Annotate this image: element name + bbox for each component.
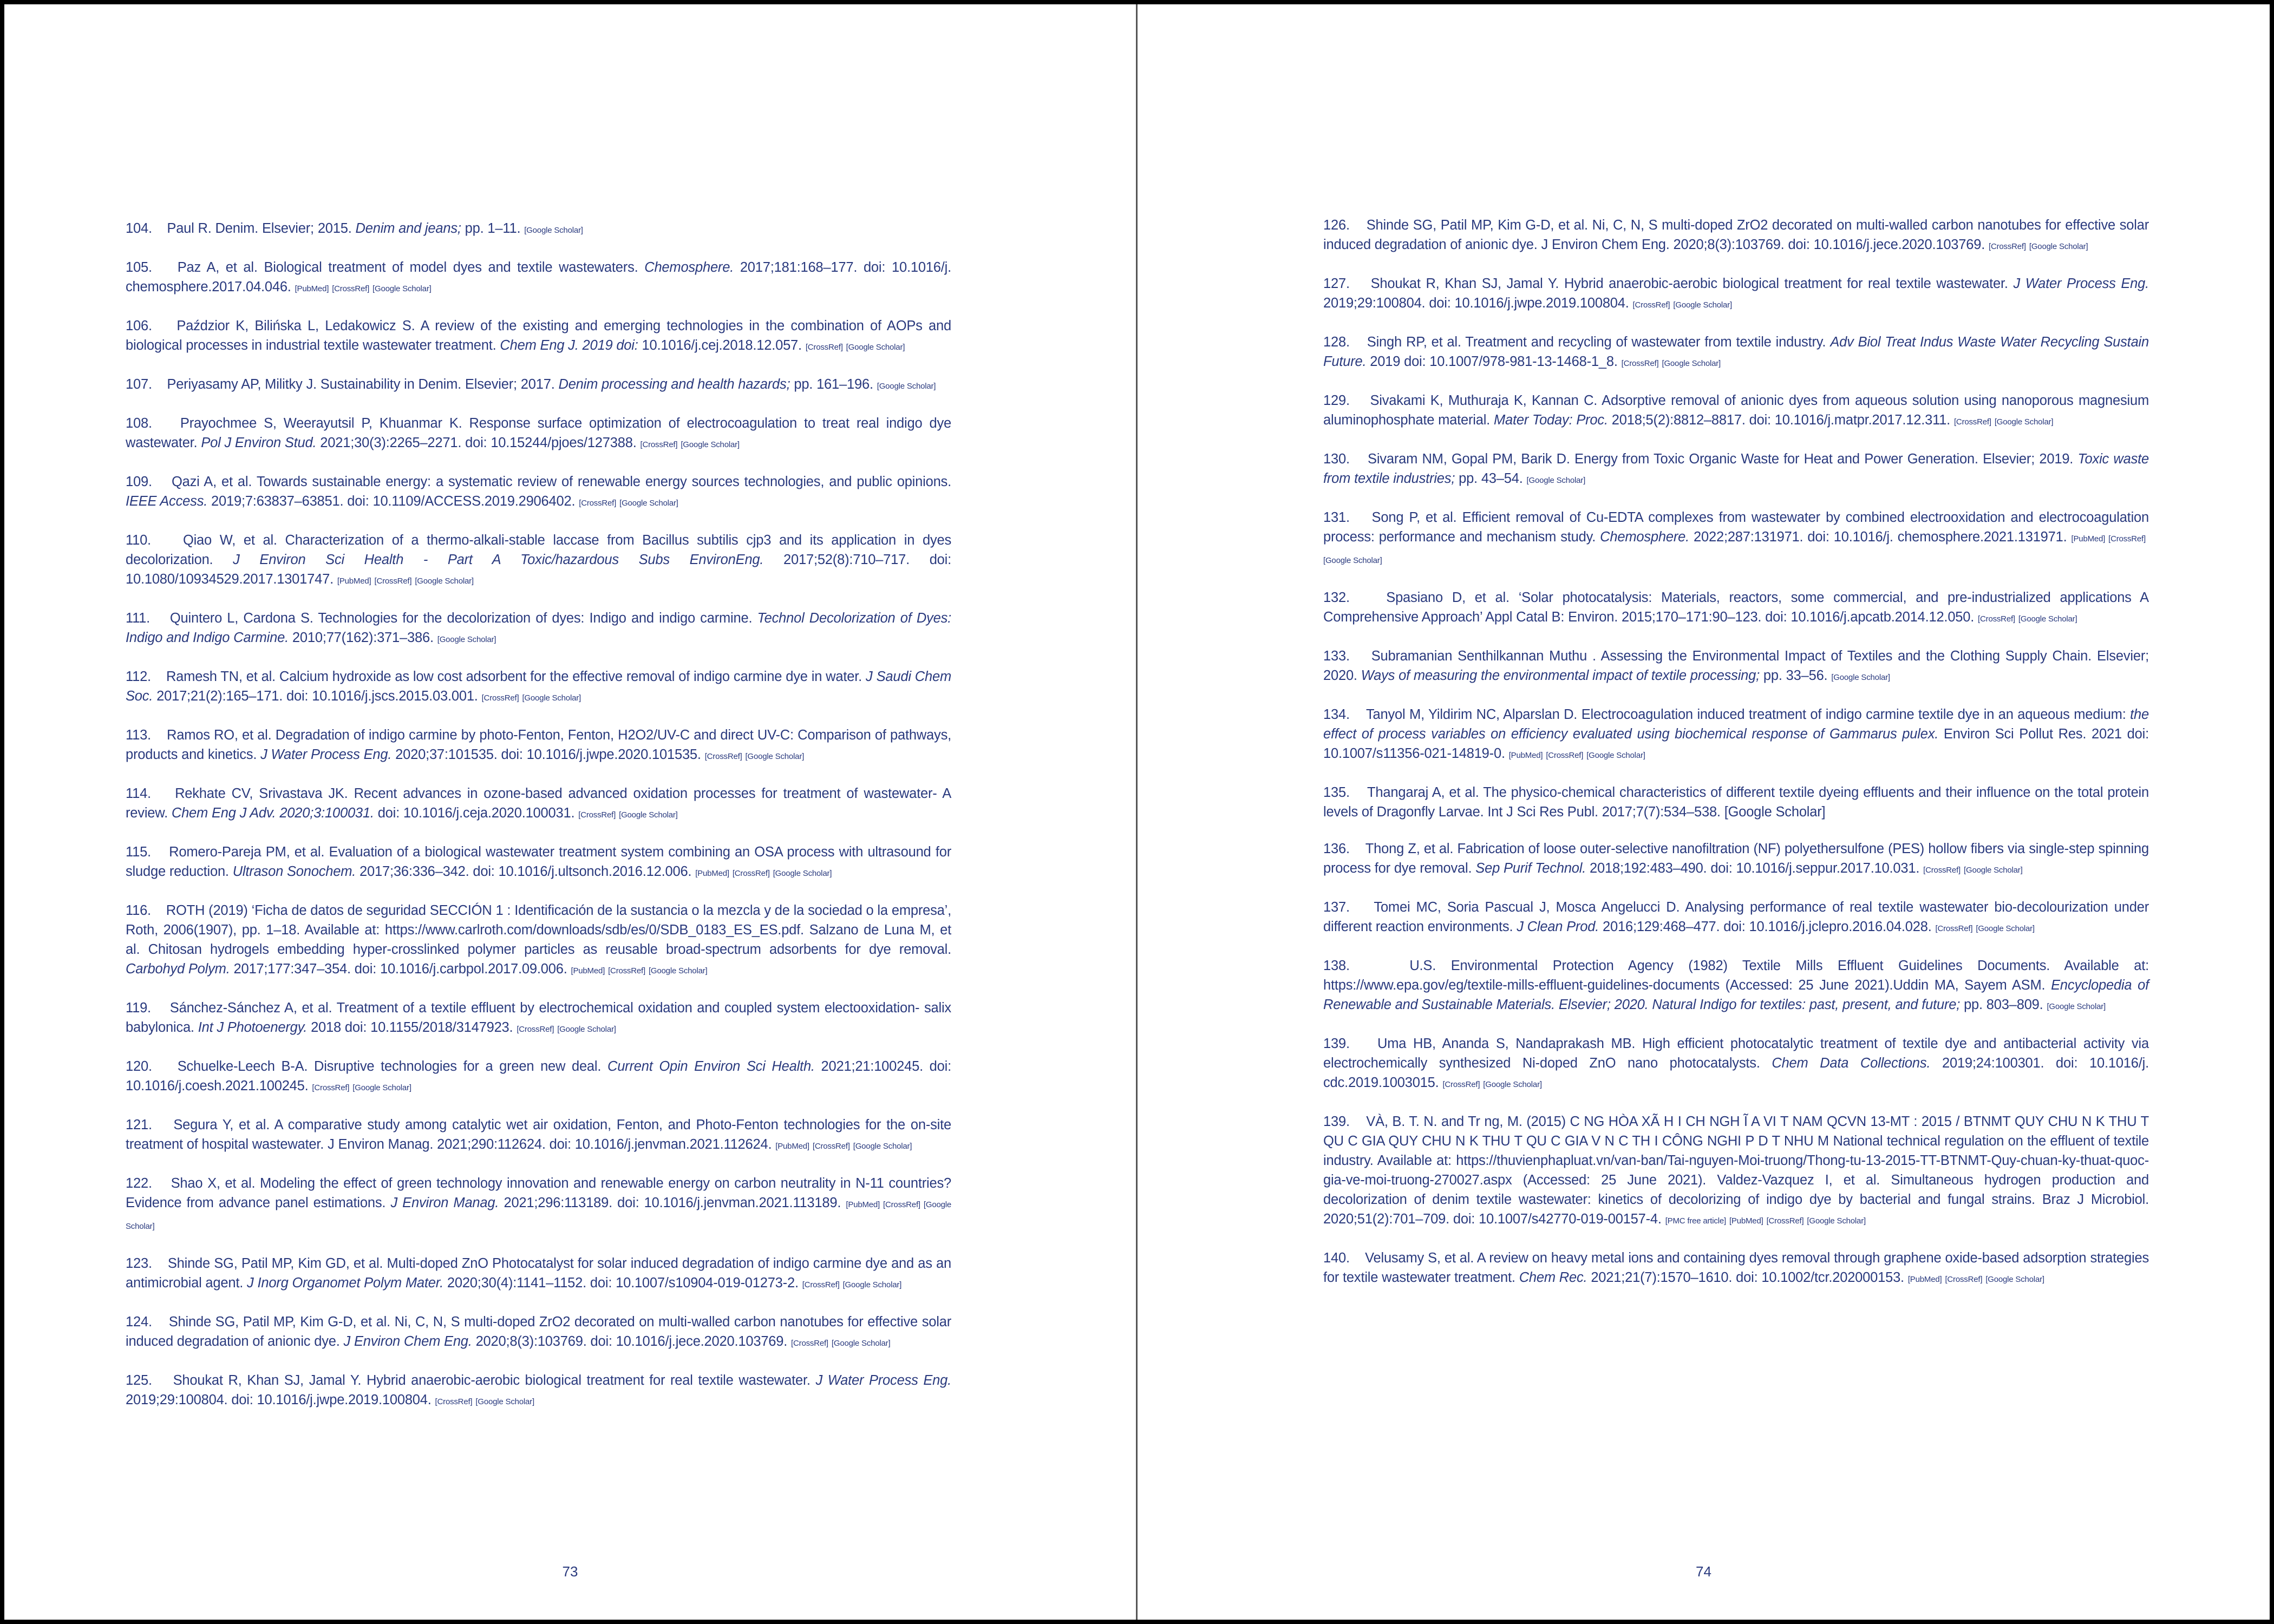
citation-link[interactable]: [CrossRef] <box>1953 417 1991 427</box>
reference-links <box>1923 866 2025 875</box>
reference-num: 128. <box>1323 335 1350 350</box>
reference-source: the effect of process variables on efficiency evaluated using biochemical response of Gammarus pulex. <box>1323 707 2149 742</box>
citation-link[interactable]: [Google Scholar] <box>853 1142 912 1151</box>
reference-text: Thangaraj A, et al. The physico-chemical characteristics of different textile dyeing effluents and their influence on the total protein levels of Dragonfly Larvae. Int J Sci Res Publ. 2017;7(7):534–538. [Google Scholar] <box>1323 785 2149 820</box>
citation-link[interactable]: [Google Scholar] <box>1662 359 1721 368</box>
reference-source: Current Opin Environ Sci Health. <box>607 1059 815 1074</box>
citation-link[interactable]: [Google Scholar] <box>1976 924 2035 933</box>
reference-entry <box>126 1371 951 1412</box>
citation-link[interactable]: [CrossRef] <box>732 869 770 878</box>
reference-links <box>1978 614 2080 624</box>
reference-num: 112. <box>126 669 151 684</box>
citation-link[interactable]: [PMC free article] <box>1665 1216 1726 1226</box>
reference-num: 139. <box>1323 1114 1350 1129</box>
reference-entry <box>126 784 951 825</box>
reference-links <box>806 343 908 352</box>
citation-link[interactable]: [Google Scholar] <box>1807 1216 1866 1226</box>
reference-entry <box>126 1312 951 1353</box>
reference-entry <box>1323 1248 2149 1289</box>
reference-text: Quintero L, Cardona S. Technologies for the decolorization of dyes: Indigo and indigo carmine. <box>169 611 753 626</box>
citation-link[interactable]: [PubMed] <box>337 577 371 586</box>
citation-link[interactable]: [Google Scholar] <box>1526 476 1586 485</box>
reference-links <box>337 577 477 586</box>
reference-entry <box>1323 839 2149 880</box>
reference-rest: pp. 1–11. <box>465 221 521 236</box>
citation-link[interactable]: [CrossRef] <box>374 577 412 586</box>
reference-text: Singh RP, et al. Treatment and recycling of wastewater from textile industry. <box>1367 335 1826 350</box>
reference-text: Paz A, et al. Biological treatment of model dyes and textile wastewaters. <box>177 260 638 275</box>
reference-num: 127. <box>1323 276 1350 291</box>
reference-num: 126. <box>1323 218 1350 233</box>
reference-text: Shao X, et al. Modeling the effect of green technology innovation and renewable energy on carbon neutrality in N-11 countries? Evidence from advance panel estimations. <box>126 1176 951 1210</box>
reference-source: Sep Purif Technol. <box>1475 861 1586 876</box>
reference-rest: 2016;129:468–477. doi: 10.1016/j.jclepro.2016.04.028. <box>1603 919 1932 934</box>
reference-links <box>312 1083 414 1092</box>
reference-text: Periyasamy AP, Militky J. Sustainability in Denim. Elsevier; 2017. <box>167 377 555 392</box>
reference-rest: 2021;30(3):2265–2271. doi: 10.15244/pjoes/127388. <box>320 435 637 450</box>
reference-rest: 2022;287:131971. doi: 10.1016/j. chemosphere.2021.131971. <box>1694 529 2067 545</box>
reference-source: J Water Process Eng. <box>815 1373 952 1388</box>
reference-num: 116. <box>126 903 151 918</box>
reference-rest: 2020;37:101535. doi: 10.1016/j.jwpe.2020.101535. <box>395 747 701 762</box>
citation-link[interactable]: [Google Scholar] <box>745 752 805 761</box>
reference-links <box>1908 1275 2048 1284</box>
citation-link[interactable]: [CrossRef] <box>1546 751 1584 760</box>
reference-rest: doi: 10.1016/j.ceja.2020.100031. <box>377 806 575 821</box>
reference-num: 115. <box>126 844 151 860</box>
reference-text: Shinde SG, Patil MP, Kim GD, et al. Multi-doped ZnO Photocatalyst for solar induced degradation of indigo carmine dye and as an antimicrobial agent. <box>126 1256 951 1291</box>
citation-link[interactable]: [Google Scholar] <box>2047 1002 2106 1011</box>
reference-text: Qiao W, et al. Characterization of a thermo-alkali-stable laccase from Bacillus subtilis cjp3 and its application in dyes decolorization. <box>126 533 952 567</box>
reference-text: Rekhate CV, Srivastava JK. Recent advances in ozone-based advanced oxidation processes for treatment of wastewater- A review. <box>126 786 952 821</box>
reference-rest: pp. 803–809. <box>1964 997 2043 1012</box>
citation-link[interactable]: [CrossRef] <box>608 966 645 975</box>
reference-num: 109. <box>126 474 152 489</box>
citation-link[interactable]: [PubMed] <box>1508 751 1543 760</box>
reference-text: Schuelke-Leech B-A. Disruptive technologies for a green new deal. <box>177 1059 602 1074</box>
reference-entry <box>1323 1112 2149 1231</box>
reference-source: J Water Process Eng. <box>260 747 392 762</box>
reference-num: 110. <box>126 533 151 548</box>
citation-link[interactable]: [Google Scholar] <box>619 499 678 508</box>
reference-entry <box>1323 783 2149 822</box>
reference-entry <box>1323 588 2149 629</box>
citation-link[interactable]: [CrossRef] <box>2108 534 2146 543</box>
citation-link[interactable]: [Google Scholar] <box>1323 556 1382 565</box>
reference-text: Sivaram NM, Gopal PM, Barik D. Energy from Toxic Organic Waste for Heat and Power Generation. Elsevier; 2019. <box>1368 451 2074 467</box>
citation-link[interactable]: [Google Scholar] <box>681 440 740 449</box>
reference-rest: 2010;77(162):371–386. <box>292 630 434 645</box>
reference-source: Toxic waste from textile industries; <box>1323 451 2149 486</box>
reference-num: 136. <box>1323 841 1350 856</box>
reference-entry <box>126 998 951 1039</box>
reference-text: Sivakami K, Muthuraja K, Kannan C. Adsorptive removal of anionic dyes from aqueous solution using nanoporous magnesium aluminophosphate material. <box>1323 393 2149 428</box>
reference-num: 139. <box>1323 1036 1350 1051</box>
reference-links <box>579 499 681 508</box>
reference-num: 111. <box>126 611 151 626</box>
reference-text: Ramesh TN, et al. Calcium hydroxide as low cost adsorbent for the effective removal of indigo carmine dye in water. <box>166 669 862 684</box>
reference-text: U.S. Environmental Protection Agency (1982) Textile Mills Effluent Guidelines Documents. Available at: https://www.epa.gov/eg/textile-mills-effluent-guidelines-documents (Accessed: 25 June 2021).Uddin MA, Sayem ASM. <box>1323 958 2149 993</box>
reference-text: Segura Y, et al. A comparative study among catalytic wet air oxidation, Fenton, and Photo-Fenton technologies for the on-site treatment of hospital wastewater. J Environ Manag. 2021;290:112624. doi: 10.1016/j.jenvman.2021.112624. <box>126 1117 951 1152</box>
citation-link[interactable]: [Google Scholar] <box>437 635 496 644</box>
reference-source: Chem Rec. <box>1519 1270 1587 1285</box>
reference-entry <box>1323 391 2149 432</box>
reference-num: 131. <box>1323 510 1350 525</box>
reference-source: Denim processing and health hazards; <box>558 377 790 392</box>
reference-text: Tanyol M, Yildirim NC, Alparslan D. Electrocoagulation induced treatment of indigo carmine textile dye in an aqueous medium: <box>1365 707 2126 722</box>
reference-num: 114. <box>126 786 151 801</box>
reference-entry <box>126 1254 951 1295</box>
reference-links <box>1633 300 1735 310</box>
reference-links <box>1936 924 2038 933</box>
citation-link[interactable]: [CrossRef] <box>578 810 616 820</box>
citation-link[interactable]: [Google Scholar] <box>475 1397 534 1406</box>
reference-source: Encyclopedia of Renewable and Sustainable Materials. Elsevier; 2020. Natural Indigo for textiles: past, present, and future; <box>1323 978 2149 1012</box>
reference-entry <box>1323 956 2149 1017</box>
reference-rest: 2019;7:63837–63851. doi: 10.1109/ACCESS.2019.2906402. <box>211 494 576 509</box>
reference-entry <box>126 1057 951 1098</box>
reference-entry <box>1323 274 2149 315</box>
reference-text: Song P, et al. Efficient removal of Cu-EDTA complexes from wastewater by combined electrooxidation and electrocoagulation process: performance and mechanism study. <box>1323 510 2149 545</box>
reference-links <box>1954 417 2056 427</box>
citation-link[interactable]: [CrossRef] <box>435 1397 473 1406</box>
citation-link[interactable]: [Google Scholar] <box>831 1339 891 1348</box>
reference-source: Ways of measuring the environmental impact of textile processing; <box>1361 668 1760 683</box>
reference-entry <box>1323 1034 2149 1095</box>
reference-entry <box>126 1115 951 1156</box>
citation-link[interactable]: [CrossRef] <box>640 440 678 449</box>
citation-link[interactable]: [Google Scholar] <box>557 1025 616 1034</box>
citation-link[interactable]: [CrossRef] <box>481 693 519 703</box>
reference-links <box>791 1339 893 1348</box>
left-reference-list <box>126 219 951 1429</box>
page-number: 73 <box>562 1563 578 1580</box>
reference-links <box>1442 1080 1545 1089</box>
reference-entry <box>1323 449 2149 490</box>
reference-text: Romero-Pareja PM, et al. Evaluation of a biological wastewater treatment system combining an OSA process with ultrasound for sludge reduction. <box>126 844 951 879</box>
reference-text: Spasiano D, et al. ‘Solar photocatalysis: Materials, reactors, some commercial, and pre-industrialized applications A Comprehensive Approach’ Appl Catal B: Environ. 2015;170–171:90–123. doi: 10.1016/j.apcatb.2014.12.050. <box>1323 590 2149 625</box>
reference-num: 119. <box>126 1000 151 1016</box>
reference-num: 104. <box>126 221 152 236</box>
reference-rest: 2017;177:347–354. doi: 10.1016/j.carbpol.2017.09.006. <box>233 961 567 977</box>
reference-links <box>802 1280 905 1289</box>
reference-rest: 2021;21(7):1570–1610. doi: 10.1002/tcr.202000153. <box>1591 1270 1904 1285</box>
reference-entry <box>126 316 951 357</box>
reference-num: 130. <box>1323 451 1350 467</box>
reference-links <box>695 869 835 878</box>
page-number: 74 <box>1696 1563 1711 1580</box>
reference-source: J Clean Prod. <box>1517 919 1599 934</box>
citation-link[interactable]: [Google Scholar] <box>842 1280 902 1289</box>
reference-num: 108. <box>126 416 152 431</box>
reference-rest: 2017;52(8):710–717. doi: 10.1080/10934529.2017.1301747. <box>126 552 952 587</box>
citation-link[interactable]: [Google Scholar] <box>126 1200 952 1231</box>
reference-entry <box>126 667 951 708</box>
citation-link[interactable]: [CrossRef] <box>1766 1216 1804 1226</box>
reference-rest: Environ Sci Pollut Res. 2021 doi: 10.1007/s11356-021-14819-0. <box>1323 726 2149 761</box>
reference-rest: 2019;29:100804. doi: 10.1016/j.jwpe.2019.100804. <box>1323 296 1629 311</box>
reference-entry <box>1323 508 2149 571</box>
citation-link[interactable]: [Google Scholar] <box>524 226 583 235</box>
reference-links <box>1509 751 1649 760</box>
reference-rest: 2018;192:483–490. doi: 10.1016/j.seppur.2017.10.031. <box>1590 861 1920 876</box>
reference-entry <box>126 414 951 455</box>
reference-source: J Environ Sci Health - Part A Toxic/hazardous Subs EnvironEng. <box>233 552 764 567</box>
reference-links <box>1527 476 1589 485</box>
citation-link[interactable]: [Google Scholar] <box>877 382 936 391</box>
citation-link[interactable]: [CrossRef] <box>1621 359 1659 368</box>
reference-num: 107. <box>126 377 152 392</box>
citation-link[interactable]: [Google Scholar] <box>1483 1080 1542 1089</box>
reference-source: Chem Eng J Adv. 2020;3:100031. <box>171 806 374 821</box>
reference-links <box>877 382 939 391</box>
right-reference-list <box>1323 215 2149 1307</box>
citation-link[interactable]: [CrossRef] <box>791 1339 828 1348</box>
reference-links <box>1665 1216 1869 1226</box>
reference-links <box>578 810 681 820</box>
citation-link[interactable]: [PubMed] <box>1729 1216 1763 1226</box>
reference-text: Thong Z, et al. Fabrication of loose outer-selective nanofiltration (NF) polyethersulfone (PES) hollow fibers via single-step spinning process for dye removal. <box>1323 841 2149 876</box>
reference-source: Int J Photoenergy. <box>198 1020 308 1035</box>
citation-link[interactable]: [Google Scholar] <box>619 810 678 820</box>
reference-rest: 2020;8(3):103769. doi: 10.1016/j.jece.2020.103769. <box>475 1334 788 1349</box>
citation-link[interactable]: [Google Scholar] <box>373 284 432 293</box>
citation-link[interactable]: [CrossRef] <box>1442 1080 1480 1089</box>
reference-text: Uma HB, Ananda S, Nandaprakash MB. High efficient photocatalytic treatment of textile dye and antibacterial activity via electrochemically synthesized Ni-doped ZnO nano photocatalysts. <box>1323 1036 2149 1071</box>
reference-links <box>1831 673 1893 682</box>
citation-link[interactable]: [Google Scholar] <box>773 869 832 878</box>
reference-links <box>571 966 710 975</box>
reference-source: Mater Today: Proc. <box>1493 412 1608 428</box>
reference-num: 121. <box>126 1117 152 1132</box>
citation-link[interactable]: [Google Scholar] <box>2029 242 2088 251</box>
citation-link[interactable]: [Google Scholar] <box>1994 417 2054 427</box>
reference-rest: 2019;24:100301. doi: 10.1016/j. cdc.2019.1003015. <box>1323 1056 2149 1090</box>
reference-entry <box>1323 215 2149 257</box>
reference-rest: pp. 161–196. <box>794 377 873 392</box>
reference-num: 105. <box>126 260 152 275</box>
left-page <box>4 4 1136 1620</box>
reference-text: Sánchez-Sánchez A, et al. Treatment of a textile effluent by electrochemical oxidation and coupled system electooxidation- salix babylonica. <box>126 1000 951 1035</box>
reference-text: Ramos RO, et al. Degradation of indigo carmine by photo-Fenton, Fenton, H2O2/UV-C and direct UV-C: Comparison of pathways, products and kinetics. <box>126 728 952 762</box>
reference-entry <box>126 219 951 240</box>
reference-num: 113. <box>126 728 151 743</box>
citation-link[interactable]: [Google Scholar] <box>1985 1275 2044 1284</box>
citation-link[interactable]: [CrossRef] <box>883 1200 920 1209</box>
reference-links <box>1989 242 2091 251</box>
citation-link[interactable]: [CrossRef] <box>1989 242 2026 251</box>
reference-text: VÀ, B. T. N. and Tr ng, M. (2015) C NG HÒA XÃ H I CH NGH Ĩ A VI T NAM QCVN 13-MT : 2015 / BTNMT QUY CHU N K THU T QU C GIA QUY CHU N K THU T QU C GIA V N C TH I CÔNG NGHI P D T NHU M National technical regulation on the effluent of textile industry. Available at: https://thuvienphapluat.vn/van-ban/Tai-nguyen-Moi-truong/Thong-tu-13-2015-TT-BTNMT-Quy-chuan-ky-thuat-quoc-gia-ve-moi-truong-270027.aspx (Accessed: 25 June 2021). Valdez-Vazquez I, et al. Simultaneous hydrogen production and decolorization of denim textile wastewater: kinetics of decolorizing of indigo dye by bacterial and fungal strains. Braz J Microbiol. 2020;51(2):701–709. doi: 10.1007/s42770-019-00157-4. <box>1323 1114 2149 1227</box>
reference-source: Adv Biol Treat Indus Waste Water Recycling Sustain Future. <box>1323 335 2149 369</box>
reference-num: 134. <box>1323 707 1350 722</box>
citation-link[interactable]: [CrossRef] <box>579 499 617 508</box>
reference-entry <box>1323 646 2149 687</box>
citation-link[interactable]: [Google Scholar] <box>522 693 581 703</box>
reference-rest: pp. 33–56. <box>1763 668 1828 683</box>
citation-link[interactable]: [CrossRef] <box>802 1280 840 1289</box>
reference-entry <box>126 472 951 513</box>
citation-link[interactable]: [Google Scholar] <box>1673 300 1732 310</box>
reference-source: Ultrason Sonochem. <box>232 864 356 879</box>
reference-source: Denim and jeans; <box>355 221 461 236</box>
reference-text: Paździor K, Bilińska L, Ledakowicz S. A review of the existing and emerging technologies in the combination of AOPs and biological processes in industrial textile wastewater treatment. <box>126 318 951 353</box>
citation-link[interactable]: [CrossRef] <box>805 343 843 352</box>
reference-source: Chem Data Collections. <box>1772 1056 1931 1071</box>
reference-source: J Inorg Organomet Polym Mater. <box>247 1275 443 1291</box>
book-spread <box>4 4 2270 1620</box>
reference-entry <box>126 375 951 396</box>
reference-num: 129. <box>1323 393 1350 408</box>
reference-num: 138. <box>1323 958 1350 973</box>
citation-link[interactable]: [Google Scholar] <box>352 1083 411 1092</box>
reference-source: J Environ Manag. <box>390 1195 499 1210</box>
citation-link[interactable]: [CrossRef] <box>312 1083 350 1092</box>
citation-link[interactable]: [PubMed] <box>846 1200 880 1209</box>
reference-links <box>1622 359 1724 368</box>
citation-link[interactable]: [CrossRef] <box>1935 924 1973 933</box>
citation-link[interactable]: [CrossRef] <box>1632 300 1670 310</box>
citation-link[interactable]: [PubMed] <box>695 869 729 878</box>
reference-links <box>640 440 742 449</box>
reference-rest: 2018 doi: 10.1155/2018/3147923. <box>311 1020 513 1035</box>
reference-source: Carbohyd Polym. <box>126 961 230 977</box>
reference-rest: 2019 doi: 10.1007/978-981-13-1468-1_8. <box>1370 354 1618 369</box>
reference-text: Shoukat R, Khan SJ, Jamal Y. Hybrid anaerobic-aerobic biological treatment for real textile wastewater. <box>173 1373 811 1388</box>
reference-rest: 2017;36:336–342. doi: 10.1016/j.ultsonch.2016.12.006. <box>360 864 692 879</box>
citation-link[interactable]: [CrossRef] <box>1978 614 2015 624</box>
reference-rest: pp. 43–54. <box>1459 471 1523 486</box>
reference-text: Qazi A, et al. Towards sustainable energy: a systematic review of renewable energy sources technologies, and public opinions. <box>172 474 951 489</box>
reference-text: Shoukat R, Khan SJ, Jamal Y. Hybrid anaerobic-aerobic biological treatment for real textile wastewater. <box>1370 276 2008 291</box>
citation-link[interactable]: [CrossRef] <box>517 1025 554 1034</box>
reference-rest: 2017;181:168–177. doi: 10.1016/j. chemosphere.2017.04.046. <box>126 260 951 294</box>
reference-num: 132. <box>1323 590 1350 605</box>
reference-links <box>517 1025 619 1034</box>
reference-entry <box>1323 705 2149 765</box>
reference-text: Prayochmee S, Weerayutsil P, Khuanmar K. Response surface optimization of electrocoagulation to treat real indigo dye wastewater. <box>126 416 951 450</box>
reference-source: Chemosphere. <box>1600 529 1690 545</box>
citation-link[interactable]: [CrossRef] <box>812 1142 850 1151</box>
reference-links <box>2047 1002 2109 1011</box>
reference-rest: 2020;30(4):1141–1152. doi: 10.1007/s10904-019-01273-2. <box>447 1275 799 1291</box>
citation-link[interactable]: [PubMed] <box>1907 1275 1942 1284</box>
reference-links <box>295 284 435 293</box>
reference-rest: 10.1016/j.cej.2018.12.057. <box>642 338 802 353</box>
reference-num: 137. <box>1323 900 1350 915</box>
reference-source: J Environ Chem Eng. <box>343 1334 472 1349</box>
citation-link[interactable]: [CrossRef] <box>332 284 370 293</box>
right-page <box>1138 4 2270 1620</box>
citation-link[interactable]: [Google Scholar] <box>1586 751 1645 760</box>
reference-num: 135. <box>1323 785 1350 800</box>
citation-link[interactable]: [Google Scholar] <box>1964 866 2023 875</box>
reference-text: Subramanian Senthilkannan Muthu . Assessing the Environmental Impact of Textiles and the Clothing Supply Chain. Elsevier; 2020. <box>1323 649 2149 683</box>
reference-num: 133. <box>1323 649 1350 664</box>
citation-link[interactable]: [CrossRef] <box>704 752 742 761</box>
reference-rest: 2017;21(2):165–171. doi: 10.1016/j.jscs.2015.03.001. <box>156 689 478 704</box>
reference-source: J Water Process Eng. <box>2013 276 2149 291</box>
citation-link[interactable]: [Google Scholar] <box>846 343 905 352</box>
reference-entry <box>126 842 951 883</box>
reference-entry <box>126 725 951 767</box>
reference-num: 140. <box>1323 1250 1350 1266</box>
reference-text: Tomei MC, Soria Pascual J, Mosca Angelucci D. Analysing performance of real textile wastewater bio-decolourization under different reaction environments. <box>1323 900 2149 934</box>
citation-link[interactable]: [PubMed] <box>775 1142 809 1151</box>
citation-link[interactable]: [PubMed] <box>571 966 605 975</box>
reference-links <box>705 752 807 761</box>
reference-rest: 2018;5(2):8812–8817. doi: 10.1016/j.matpr.2017.12.311. <box>1611 412 1951 428</box>
reference-rest: 2019;29:100804. doi: 10.1016/j.jwpe.2019.100804. <box>126 1392 432 1407</box>
reference-links <box>482 693 584 703</box>
reference-entry <box>126 1174 951 1236</box>
reference-text: Paul R. Denim. Elsevier; 2015. <box>167 221 352 236</box>
reference-links <box>524 226 586 235</box>
citation-link[interactable]: [Google Scholar] <box>1831 673 1890 682</box>
reference-source: Chemosphere. <box>644 260 734 275</box>
citation-link[interactable]: [PubMed] <box>295 284 329 293</box>
citation-link[interactable]: [CrossRef] <box>1923 866 1961 875</box>
reference-links <box>775 1142 915 1151</box>
reference-text: Shinde SG, Patil MP, Kim G-D, et al. Ni, C, N, S multi-doped ZrO2 decorated on multi-walled carbon nanotubes for effective solar induced degradation of anionic dye. J Environ Chem Eng. 2020;8(3):103769. doi: 10.1016/j.jece.2020.103769. <box>1323 218 2149 252</box>
reference-source: Pol J Environ Stud. <box>201 435 317 450</box>
reference-source: J Saudi Chem Soc. <box>126 669 952 704</box>
reference-links <box>437 635 500 644</box>
reference-num: 124. <box>126 1314 152 1330</box>
reference-links <box>435 1397 538 1406</box>
reference-entry <box>126 901 951 981</box>
reference-num: 125. <box>126 1373 152 1388</box>
reference-text: Shinde SG, Patil MP, Kim G-D, et al. Ni, C, N, S multi-doped ZrO2 decorated on multi-walled carbon nanotubes for effective solar induced degradation of anionic dye. <box>126 1314 951 1349</box>
reference-text: ROTH (2019) ‘Ficha de datos de seguridad SECCIÓN 1 : Identificación de la sustancia o la mezcla y de la sociedad o la empresa’, Roth, 2006(1907), pp. 1–18. Available at: https://www.carlroth.com/downloads/sdb/es/0/SDB_0183_ES_ES.pdf. Salzano de Luna M, et al. Chitosan hydrogels embedding hyper-crosslinked polymer particles as reusable broad-spectrum adsorbents for dye removal. <box>126 903 951 957</box>
reference-num: 122. <box>126 1176 152 1191</box>
reference-rest: 2021;296:113189. doi: 10.1016/j.jenvman.2021.113189. <box>504 1195 841 1210</box>
reference-source: Chem Eng J. 2019 doi: <box>500 338 638 353</box>
citation-link[interactable]: [PubMed] <box>2071 534 2106 543</box>
citation-link[interactable]: [Google Scholar] <box>648 966 708 975</box>
reference-source: Technol Decolorization of Dyes: Indigo and Indigo Carmine. <box>126 611 952 645</box>
reference-entry <box>126 531 951 591</box>
citation-link[interactable]: [Google Scholar] <box>2018 614 2077 624</box>
citation-link[interactable]: [Google Scholar] <box>415 577 474 586</box>
citation-link[interactable]: [CrossRef] <box>1945 1275 1983 1284</box>
reference-entry <box>126 608 951 650</box>
reference-entry <box>1323 898 2149 939</box>
reference-num: 120. <box>126 1059 152 1074</box>
reference-source: IEEE Access. <box>126 494 208 509</box>
reference-entry <box>126 258 951 299</box>
reference-entry <box>1323 332 2149 374</box>
reference-num: 106. <box>126 318 152 333</box>
reference-text: Velusamy S, et al. A review on heavy metal ions and containing dyes removal through graphene oxide-based adsorption strategies for textile wastewater treatment. <box>1323 1250 2149 1285</box>
reference-rest: 2021;21:100245. doi: 10.1016/j.coesh.2021.100245. <box>126 1059 951 1093</box>
reference-num: 123. <box>126 1256 152 1271</box>
